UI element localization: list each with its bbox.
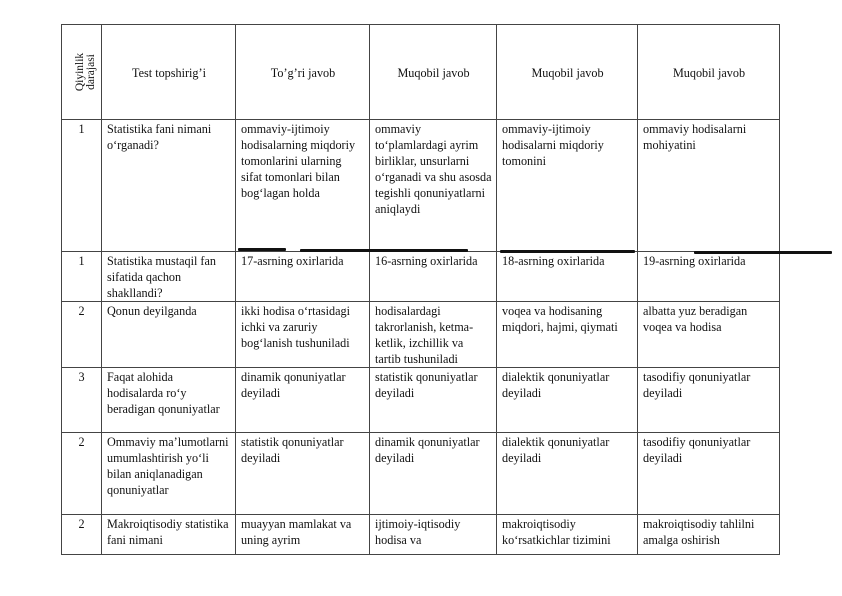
cell-alt3: ommaviy hodisalarni mohiyatini (638, 120, 780, 252)
cell-task: Ommaviy ma’lumotlarni umumlashtirish yo‘li bilan aniqlanadigan qonuniyatlar (102, 433, 236, 515)
header-level-line2: darajasi (85, 54, 98, 90)
cell-alt1: ommaviy to‘plamlardagi ayrim birliklar, unsurlarni o‘rganadi va shu asosda tegishli qonuniyatlarni aniqlaydi (370, 120, 497, 252)
cell-correct: 17-asrning oxirlarida (236, 252, 370, 302)
table-row (62, 515, 780, 555)
cell-alt3: tasodifiy qonuniyatlar deyiladi (638, 433, 780, 515)
cell-alt2: dialektik qonuniyatlar deyiladi (497, 433, 638, 515)
cell-alt2: dialektik qonuniyatlar deyiladi (497, 368, 638, 433)
cell-task: Statistika fani nimani o‘rganadi? (102, 120, 236, 252)
table-row (62, 433, 780, 515)
cell-alt2: ommaviy-ijtimoiy hodisalarni miqdoriy tomonini (497, 120, 638, 252)
header-task: Test topshirig’i (102, 25, 236, 120)
header-correct: To’g’ri javob (236, 25, 370, 120)
cell-alt3: 19-asrning oxirlarida (638, 252, 780, 302)
cell-alt1: statistik qonuniyatlar deyiladi (370, 368, 497, 433)
header-alt2: Muqobil javob (497, 25, 638, 120)
cell-correct: statistik qonuniyatlar deyiladi (236, 433, 370, 515)
header-alt3: Muqobil javob (638, 25, 780, 120)
cell-level: 1 (62, 252, 102, 302)
cell-correct: ikki hodisa o‘rtasidagi ichki va zaruriy bog‘lanish tushuniladi (236, 302, 370, 368)
cell-task: Faqat alohida hodisalarda ro‘y beradigan qonuniyatlar (102, 368, 236, 433)
cell-correct: ommaviy-ijtimoiy hodisalarning miqdoriy tomonlarini ularning sifat tomonlari bilan bog‘lagan holda (236, 120, 370, 252)
scan-artifact-line (694, 251, 832, 254)
cell-alt1: 16-asrning oxirlarida (370, 252, 497, 302)
cell-alt2: 18-asrning oxirlarida (497, 252, 638, 302)
cell-level: 1 (62, 120, 102, 252)
cell-level: 2 (62, 433, 102, 515)
cell-correct: muayyan mamlakat va uning ayrim (236, 515, 370, 555)
scan-artifact-line (500, 250, 635, 253)
table-row (62, 368, 780, 433)
cell-alt3: albatta yuz beradigan voqea va hodisa (638, 302, 780, 368)
cell-task: Statistika mustaqil fan sifatida qachon shakllandi? (102, 252, 236, 302)
header-row (62, 25, 780, 120)
header-level-line1: Qiyinlik (74, 52, 87, 92)
cell-task: Makroiqtisodiy statistika fani nimani (102, 515, 236, 555)
table-row (62, 252, 780, 302)
cell-correct: dinamik qonuniyatlar deyiladi (236, 368, 370, 433)
table-row (62, 302, 780, 368)
cell-alt2: makroiqtisodiy ko‘rsatkichlar tizimini (497, 515, 638, 555)
cell-alt1: dinamik qonuniyatlar deyiladi (370, 433, 497, 515)
cell-level: 3 (62, 368, 102, 433)
cell-task: Qonun deyilganda (102, 302, 236, 368)
scan-artifact-line (300, 249, 468, 252)
cell-alt2: voqea va hodisaning miqdori, hajmi, qiymati (497, 302, 638, 368)
cell-alt3: tasodifiy qonuniyatlar deyiladi (638, 368, 780, 433)
header-level (62, 25, 102, 120)
table-row (62, 120, 780, 252)
cell-alt1: hodisalardagi takrorlanish, ketma-ketlik, izchillik va tartib tushuniladi (370, 302, 497, 368)
cell-alt1: ijtimoiy-iqtisodiy hodisa va (370, 515, 497, 555)
scan-artifact-line (238, 248, 286, 251)
cell-alt3: makroiqtisodiy tahlilni amalga oshirish (638, 515, 780, 555)
header-alt1: Muqobil javob (370, 25, 497, 120)
test-table (61, 24, 780, 555)
cell-level: 2 (62, 302, 102, 368)
cell-level: 2 (62, 515, 102, 555)
